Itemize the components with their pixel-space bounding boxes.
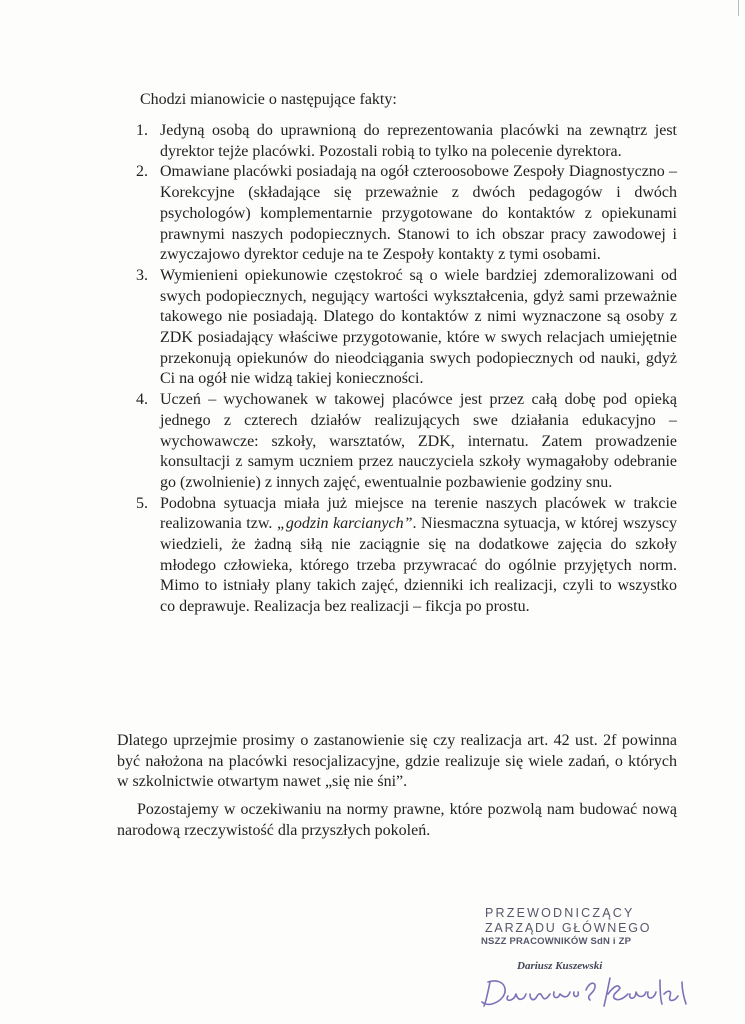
stamp-title: PRZEWODNICZĄCY [485, 906, 635, 920]
final-paragraph: Pozostajemy w oczekiwaniu na normy prawne, które pozwolą nam budować nową narodową rzeczywistość dla przyszłych pokoleń. [117, 801, 677, 839]
handwritten-signature [478, 968, 698, 1012]
list-item-text: Omawiane placówki posiadają na ogół czteroosobowe Zespoły Diagnostyczno – Korekcyjne (składające się przeważnie z dwóch pedagogów i dwóch psychologów) komplementarnie przygotowane do kontaktów z opiekunami prawnymi naszych podopiecznych. Stanowi to ich obszar pracy zawodowej i zwyczajowo dyrektor ceduje na te Zespoły kontakty z tymi osobami. [160, 163, 677, 264]
stamp-board: ZARZĄDU GŁÓWNEGO [485, 921, 652, 935]
list-item [117, 121, 677, 162]
scan-edge-mark [738, 0, 739, 16]
list-item-number: 5. [136, 494, 148, 512]
list-item-number: 1. [136, 122, 148, 139]
list-item-number: 4. [136, 391, 148, 409]
stamp-name: Dariusz Kuszewski [517, 960, 603, 972]
list-item-number: 3. [136, 266, 148, 284]
list-item [117, 162, 677, 266]
stamp-union: NSZZ PRACOWNIKÓW SdN i ZP [481, 936, 632, 947]
list-item [117, 266, 677, 390]
intro-line: Chodzi mianowicie o następujące fakty: [140, 91, 397, 108]
list-item-quote: „godzin karcianych” [276, 515, 413, 533]
closing-paragraph: Dlatego uprzejmie prosimy o zastanowienie się czy realizacja art. 42 ust. 2f powinna być nałożona na placówki resocjalizacyjne, gdzie realizuje się wiele zadań, o których w szkolnictwie otwartym nawet „się nie śni”. [117, 732, 677, 791]
list-item-number: 2. [136, 163, 148, 181]
list-item-text-end: . Niesmaczna sytuacja, w której wszyscy wiedzieli, że żadną siłą nie zaciągnie się na dodatkowe zajęcia do szkoły młodego człowieka, którego trzeba przywracać do ogólnie przyjętych norm. Mimo to istniały plany takich zajęć, dzienniki ich realizacji, czyli to wszystko co deprawuje. Realizacja bez realizacji – fikcja po prostu. [160, 515, 678, 616]
list-item [117, 494, 677, 618]
list-item-text: Wymienieni opiekunowie częstokroć są o wiele bardziej zdemoralizowani od swych podopiecznych, negujący wartości wykształcenia, gdyż sami przeważnie takowego nie posiadają. Dlatego do kontaktów z nimi wyznaczone są osoby z ZDK posiadający właściwe przygotowanie, które w swych relacjach umiejętnie przekonują opiekunów do nieodciągania swych podopiecznych od nauki, gdyż Ci na ogół nie widzą takiej konieczności. [160, 266, 677, 388]
list-item-text-start: Podobna sytuacja miała już miejsce na terenie naszych placówek w trakcie realizowania tzw. [160, 494, 677, 533]
list-item [117, 390, 677, 494]
list-item-text: Uczeń – wychowanek w takowej placówce jest przez całą dobę pod opieką jednego z czterech działów realizujących swe działania edukacyjno – wychowawcze: szkoły, warsztatów, ZDK, internatu. Zatem prowadzenie konsultacji z samym uczniem przez nauczyciela szkoły wymagałoby odebranie go (zwolnienie) z innych zajęć, ewentualnie pozbawienie godziny snu. [160, 391, 677, 491]
official-stamp [477, 905, 739, 973]
facts-list [117, 121, 677, 618]
list-item-text: Jedyną osobą do uprawnioną do reprezentowania placówki na zewnątrz jest dyrektor tejże placówki. Pozostali robią to tylko na polecenie dyrektora. [160, 122, 677, 160]
